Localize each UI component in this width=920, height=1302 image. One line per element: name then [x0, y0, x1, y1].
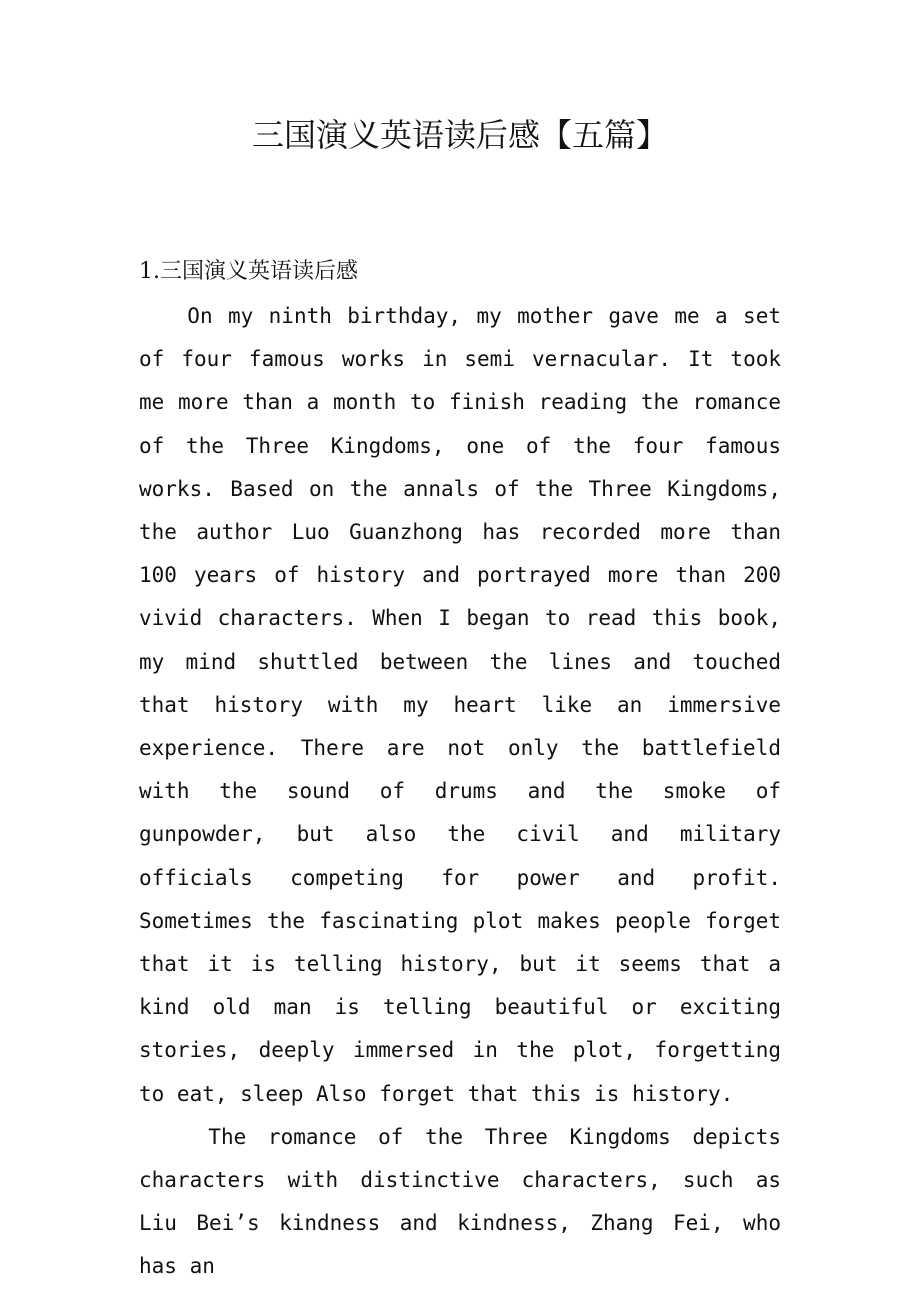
document-title: 三国演义英语读后感【五篇】: [251, 116, 668, 154]
body-paragraph: The romance of the Three Kingdoms depicts characters with distinctive characters, such as Liu Bei’s kindness and kindness, Zhang Fei, who has an: [139, 1124, 781, 1279]
document-body: [139, 252, 781, 1289]
body-paragraph: On my ninth birthday, my mother gave me a set of four famous works in semi vernacular. It took me more than a month to finish reading the romance of the Three Kingdoms, one of the four famous works. Based on the annals of the Three Kingdoms, the author Luo Guanzhong has recorded more than 100 years of history and portrayed more than 200 vivid characters. When I began to read this book, my mind shuttled between the lines and touched that history with my heart like an immersive experience. There are not only the battlefield with the sound of drums and the smoke of gunpowder, but also the civil and military officials competing for power and profit. Sometimes the fascinating plot makes people forget that it is telling history, but it seems that a kind old man is telling beautiful or exciting stories, deeply immersed in the plot, forgetting to eat, sleep Also forget that this is history.: [139, 304, 781, 1106]
section-heading: 1.三国演义英语读后感: [139, 259, 358, 284]
